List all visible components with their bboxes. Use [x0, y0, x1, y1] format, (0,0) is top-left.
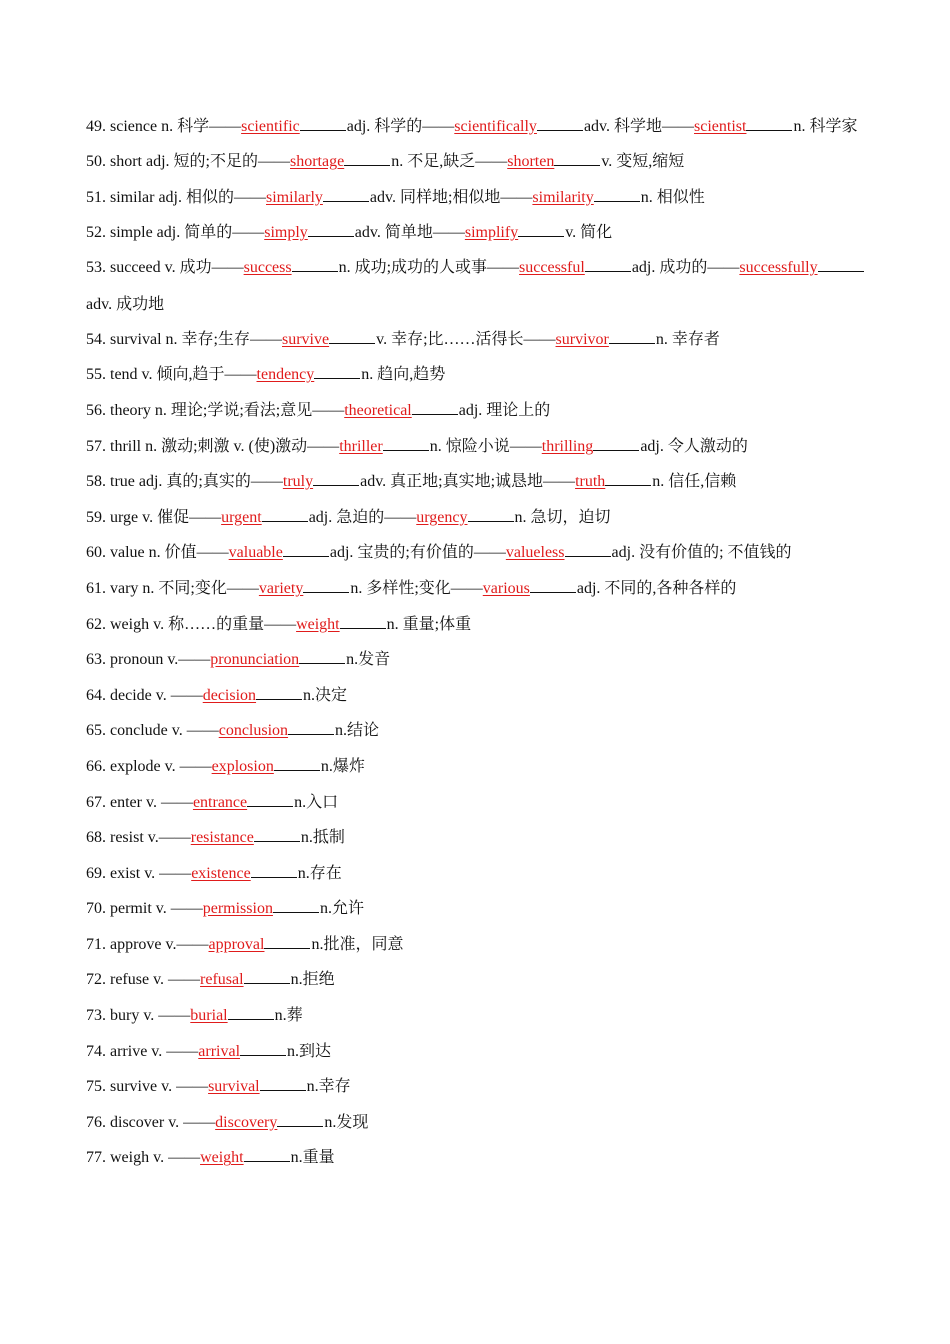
blank-line [383, 436, 429, 451]
entry-text: n. 幸存者 [655, 330, 720, 348]
answer-word: tendency [256, 366, 315, 384]
list-item [86, 927, 866, 963]
entry-text: 58. true adj. 真的;真实的—— [86, 473, 283, 491]
entry-text: n. 急切，迫切 [514, 508, 611, 526]
list-item [86, 393, 866, 429]
answer-word: various [482, 579, 530, 597]
blank-line [609, 329, 655, 344]
list-item [86, 607, 866, 643]
entry-text: n.存在 [297, 864, 342, 882]
blank-line [264, 934, 310, 949]
entry-text: 70. permit v. —— [86, 900, 203, 918]
answer-word: similarity [532, 188, 594, 206]
blank-line [585, 257, 631, 272]
entry-text: n.拒绝 [290, 971, 335, 989]
entry-text: adj. 宝贵的;有价值的—— [329, 544, 506, 562]
entry-text: 57. thrill n. 激动;刺激 v. (使)激动—— [86, 437, 340, 455]
list-item [86, 249, 866, 323]
blank-line [256, 685, 302, 700]
answer-word: survive [282, 330, 330, 348]
answer-word: approval [208, 935, 265, 953]
answer-word: pronunciation [210, 651, 300, 669]
entry-text: n. 信任,信赖 [652, 473, 737, 491]
entry-text: n. 重量;体重 [386, 615, 472, 633]
list-item [86, 429, 866, 465]
entry-text: adv. 简单地—— [354, 224, 465, 242]
answer-word: explosion [211, 757, 274, 775]
blank-line [518, 222, 564, 237]
entry-text: n.决定 [303, 686, 348, 704]
entry-text: adj. 令人激动的 [640, 437, 748, 455]
blank-line [303, 578, 349, 593]
list-item [86, 464, 866, 500]
blank-line [254, 827, 300, 842]
entry-text: n.爆炸 [320, 757, 365, 775]
list-item [86, 108, 866, 145]
entry-text: 75. survive v. —— [86, 1078, 209, 1096]
answer-word: thrilling [541, 437, 594, 455]
entry-text: n.结论 [335, 722, 380, 740]
list-item [86, 642, 866, 678]
entry-text: v. 简化 [565, 224, 613, 242]
list-item [86, 1034, 866, 1070]
word-list [86, 110, 866, 1176]
entry-text: 65. conclude v. —— [86, 722, 219, 740]
entry-text: 74. arrive v. —— [86, 1042, 199, 1060]
entry-text: 76. discover v. —— [86, 1113, 216, 1131]
answer-word: scientific [241, 118, 300, 135]
blank-line [314, 364, 360, 379]
blank-line [308, 222, 354, 237]
blank-line [554, 151, 600, 166]
entry-text: n. 趋向,趋势 [361, 366, 446, 384]
answer-word: successfully [739, 258, 818, 276]
blank-line [593, 436, 639, 451]
list-item [86, 571, 866, 607]
entry-text: adj. 科学的—— [346, 118, 455, 135]
blank-line [274, 756, 320, 771]
list-item [86, 891, 866, 927]
entry-text: 63. pronoun v.—— [86, 651, 211, 669]
answer-word: valuable [228, 544, 283, 562]
list-item [86, 180, 866, 216]
answer-word: arrival [198, 1042, 241, 1060]
blank-line [251, 863, 297, 878]
blank-line [228, 1005, 274, 1020]
answer-word: valueless [505, 544, 565, 562]
entry-text: 69. exist v. —— [86, 864, 192, 882]
answer-word: scientist [694, 118, 747, 135]
entry-text: 54. survival n. 幸存;生存—— [86, 330, 282, 348]
entry-text: adj. 没有价值的; 不值钱的 [611, 544, 792, 562]
blank-line [594, 187, 640, 202]
answer-word: discovery [215, 1113, 278, 1131]
answer-word: weight [296, 615, 340, 633]
entry-text: 64. decide v. —— [86, 686, 203, 704]
entry-text: adv. 同样地;相似地—— [369, 188, 533, 206]
answer-word: decision [202, 686, 257, 704]
entry-text: adj. 急迫的—— [308, 508, 417, 526]
entry-text: n.幸存 [306, 1078, 351, 1096]
list-item [86, 1140, 866, 1176]
entry-text: adj. 成功的—— [631, 258, 740, 276]
answer-word: truly [282, 473, 314, 491]
entry-text: 50. short adj. 短的;不足的—— [86, 153, 290, 170]
list-item [86, 998, 866, 1034]
entry-text: n.抵制 [300, 829, 345, 847]
entry-text: n.到达 [287, 1042, 332, 1060]
blank-line [605, 471, 651, 486]
entry-text: 51. similar adj. 相似的—— [86, 188, 266, 206]
entry-text: 60. value n. 价值—— [86, 544, 229, 562]
answer-word: existence [191, 864, 251, 882]
answer-word: survival [208, 1078, 260, 1096]
blank-line [262, 507, 308, 522]
list-item [86, 357, 866, 393]
blank-line [244, 969, 290, 984]
entry-text: 66. explode v. —— [86, 757, 212, 775]
list-item [86, 820, 866, 856]
entry-text: adv. 真正地;真实地;诚恳地—— [360, 473, 576, 491]
entry-text: 68. resist v.—— [86, 829, 191, 847]
entry-text: adj. 理论上的 [458, 401, 551, 419]
blank-line [746, 116, 792, 131]
list-item [86, 500, 866, 536]
entry-text: n.发音 [346, 651, 391, 669]
blank-line [260, 1076, 306, 1091]
answer-word: shortage [290, 153, 345, 170]
entry-text: 67. enter v. —— [86, 793, 193, 811]
blank-line [344, 151, 390, 166]
answer-word: conclusion [218, 722, 289, 740]
entry-text: n. 相似性 [640, 188, 705, 206]
list-item [86, 144, 866, 180]
blank-line [565, 542, 611, 557]
blank-line [468, 507, 514, 522]
list-item [86, 215, 866, 251]
answer-word: survivor [555, 330, 609, 348]
answer-word: weight [200, 1149, 244, 1167]
answer-word: entrance [192, 793, 248, 811]
blank-line [299, 649, 345, 664]
answer-word: scientifically [454, 118, 537, 135]
entry-text: adv. 成功地 [86, 295, 165, 313]
entry-text: 56. theory n. 理论;学说;看法;意见—— [86, 401, 345, 419]
blank-line [412, 400, 458, 415]
entry-text: n.发现 [324, 1113, 369, 1131]
blank-line [313, 471, 359, 486]
blank-line [277, 1112, 323, 1127]
blank-line [818, 257, 864, 272]
answer-word: simplify [464, 224, 519, 242]
entry-text: v. 幸存;比……活得长—— [376, 330, 556, 348]
entry-text: n.允许 [319, 900, 364, 918]
answer-word: simply [264, 224, 308, 242]
answer-word: variety [258, 579, 304, 597]
entry-text: 72. refuse v. —— [86, 971, 201, 989]
entry-text: n.入口 [294, 793, 339, 811]
list-item [86, 749, 866, 785]
entry-text: n. 惊险小说—— [429, 437, 542, 455]
answer-word: urgency [416, 508, 468, 526]
blank-line [537, 116, 583, 131]
list-item [86, 785, 866, 821]
answer-word: success [243, 258, 292, 276]
entry-text: n.葬 [274, 1007, 303, 1025]
answer-word: urgent [221, 508, 262, 526]
entry-text: 71. approve v.—— [86, 935, 209, 953]
list-item [86, 678, 866, 714]
entry-text: n. 不足,缺乏—— [391, 153, 508, 170]
blank-line [240, 1041, 286, 1056]
entry-text: 59. urge v. 催促—— [86, 508, 222, 526]
entry-text: n.重量 [290, 1149, 335, 1167]
answer-word: burial [190, 1007, 228, 1025]
blank-line [288, 720, 334, 735]
blank-line [300, 116, 346, 131]
entry-text: 61. vary n. 不同;变化—— [86, 579, 259, 597]
entry-text: n. 多样性;变化—— [350, 579, 483, 597]
entry-text: n. 科学家 [793, 118, 858, 135]
entry-text: n. 成功;成功的人或事—— [338, 258, 520, 276]
answer-word: permission [202, 900, 273, 918]
blank-line [323, 187, 369, 202]
list-item [86, 322, 866, 358]
entry-text: 62. weigh v. 称……的重量—— [86, 615, 297, 633]
blank-line [247, 792, 293, 807]
entry-text: 77. weigh v. —— [86, 1149, 201, 1167]
blank-line [244, 1147, 290, 1162]
list-item [86, 962, 866, 998]
blank-line [273, 898, 319, 913]
blank-line [329, 329, 375, 344]
answer-word: truth [575, 473, 606, 491]
entry-text: 53. succeed v. 成功—— [86, 258, 244, 276]
entry-text: v. 变短,缩短 [601, 153, 685, 170]
blank-line [292, 257, 338, 272]
answer-word: similarly [266, 188, 323, 206]
entry-text: adv. 科学地—— [583, 118, 695, 135]
list-item [86, 1069, 866, 1105]
blank-line [340, 614, 386, 629]
list-item [86, 535, 866, 571]
entry-text: 52. simple adj. 简单的—— [86, 224, 265, 242]
entry-text: 73. bury v. —— [86, 1007, 191, 1025]
list-item [86, 713, 866, 749]
entry-text: n.批准，同意 [311, 935, 404, 953]
list-item [86, 1105, 866, 1141]
answer-word: refusal [200, 971, 244, 989]
blank-line [530, 578, 576, 593]
entry-text: 55. tend v. 倾向,趋于—— [86, 366, 257, 384]
answer-word: shorten [507, 153, 555, 170]
answer-word: resistance [190, 829, 254, 847]
blank-line [283, 542, 329, 557]
entry-text: adj. 不同的,各种各样的 [576, 579, 737, 597]
entry-text: 49. science n. 科学—— [86, 118, 242, 135]
answer-word: theoretical [344, 401, 412, 419]
answer-word: thriller [339, 437, 383, 455]
answer-word: successful [519, 258, 585, 276]
list-item [86, 856, 866, 892]
